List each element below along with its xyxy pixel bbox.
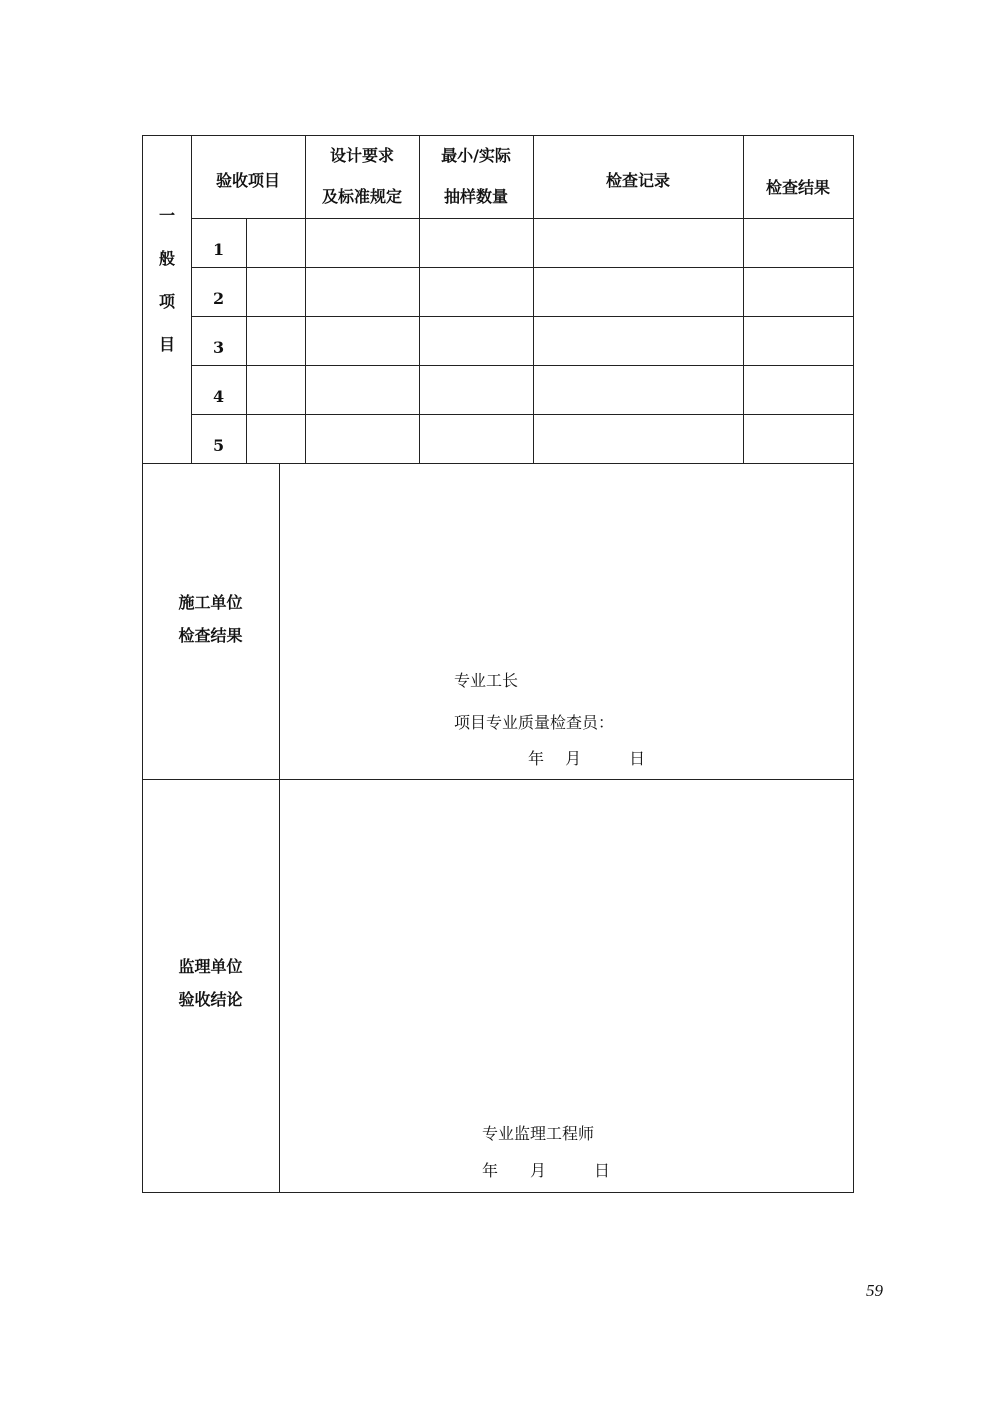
header-sample-line2: 抽样数量	[443, 187, 508, 206]
header-design-line1: 设计要求	[329, 146, 394, 165]
row-number-5: 5	[213, 436, 225, 455]
supervisor-label-line1: 监理单位	[178, 957, 243, 976]
table-border-right	[853, 135, 854, 1193]
row-divider-sections	[142, 779, 854, 780]
col-divider-lower	[279, 463, 280, 1193]
contractor-foreman: 专业工长	[454, 671, 519, 690]
table-border-top	[142, 135, 854, 136]
row-divider-3	[191, 365, 854, 366]
header-item: 验收项目	[215, 171, 280, 190]
section-label-char-4: 目	[158, 335, 175, 354]
row-divider-4	[191, 414, 854, 415]
section-label-char-1: 一	[158, 206, 175, 225]
row-number-2: 2	[213, 289, 225, 308]
page-number: 59	[866, 1281, 883, 1300]
contractor-label-line2: 检查结果	[178, 626, 243, 645]
row-number-4: 4	[213, 387, 225, 406]
table-border-bottom	[142, 1192, 854, 1193]
header-sample-line1: 最小/实际	[441, 146, 511, 165]
supervisor-date: 年 月 日	[482, 1161, 611, 1180]
header-result: 检查结果	[765, 178, 830, 197]
section-label-char-2: 般	[158, 249, 175, 268]
supervisor-engineer: 专业监理工程师	[482, 1124, 595, 1143]
header-record: 检查记录	[605, 171, 670, 190]
table-border-left	[142, 135, 143, 1193]
col-divider-index	[246, 219, 247, 464]
row-number-3: 3	[213, 338, 225, 357]
contractor-date: 年 月 日	[528, 749, 646, 768]
row-divider-header	[191, 218, 854, 219]
contractor-inspector: 项目专业质量检查员：	[454, 713, 615, 732]
header-design-line2: 及标准规定	[321, 187, 402, 206]
row-divider-1	[191, 267, 854, 268]
row-divider-2	[191, 316, 854, 317]
section-label-char-3: 项	[158, 292, 175, 311]
row-number-1: 1	[213, 240, 225, 259]
supervisor-label-line2: 验收结论	[178, 990, 243, 1009]
row-divider-grid-bottom	[142, 463, 854, 464]
contractor-label-line1: 施工单位	[178, 593, 243, 612]
